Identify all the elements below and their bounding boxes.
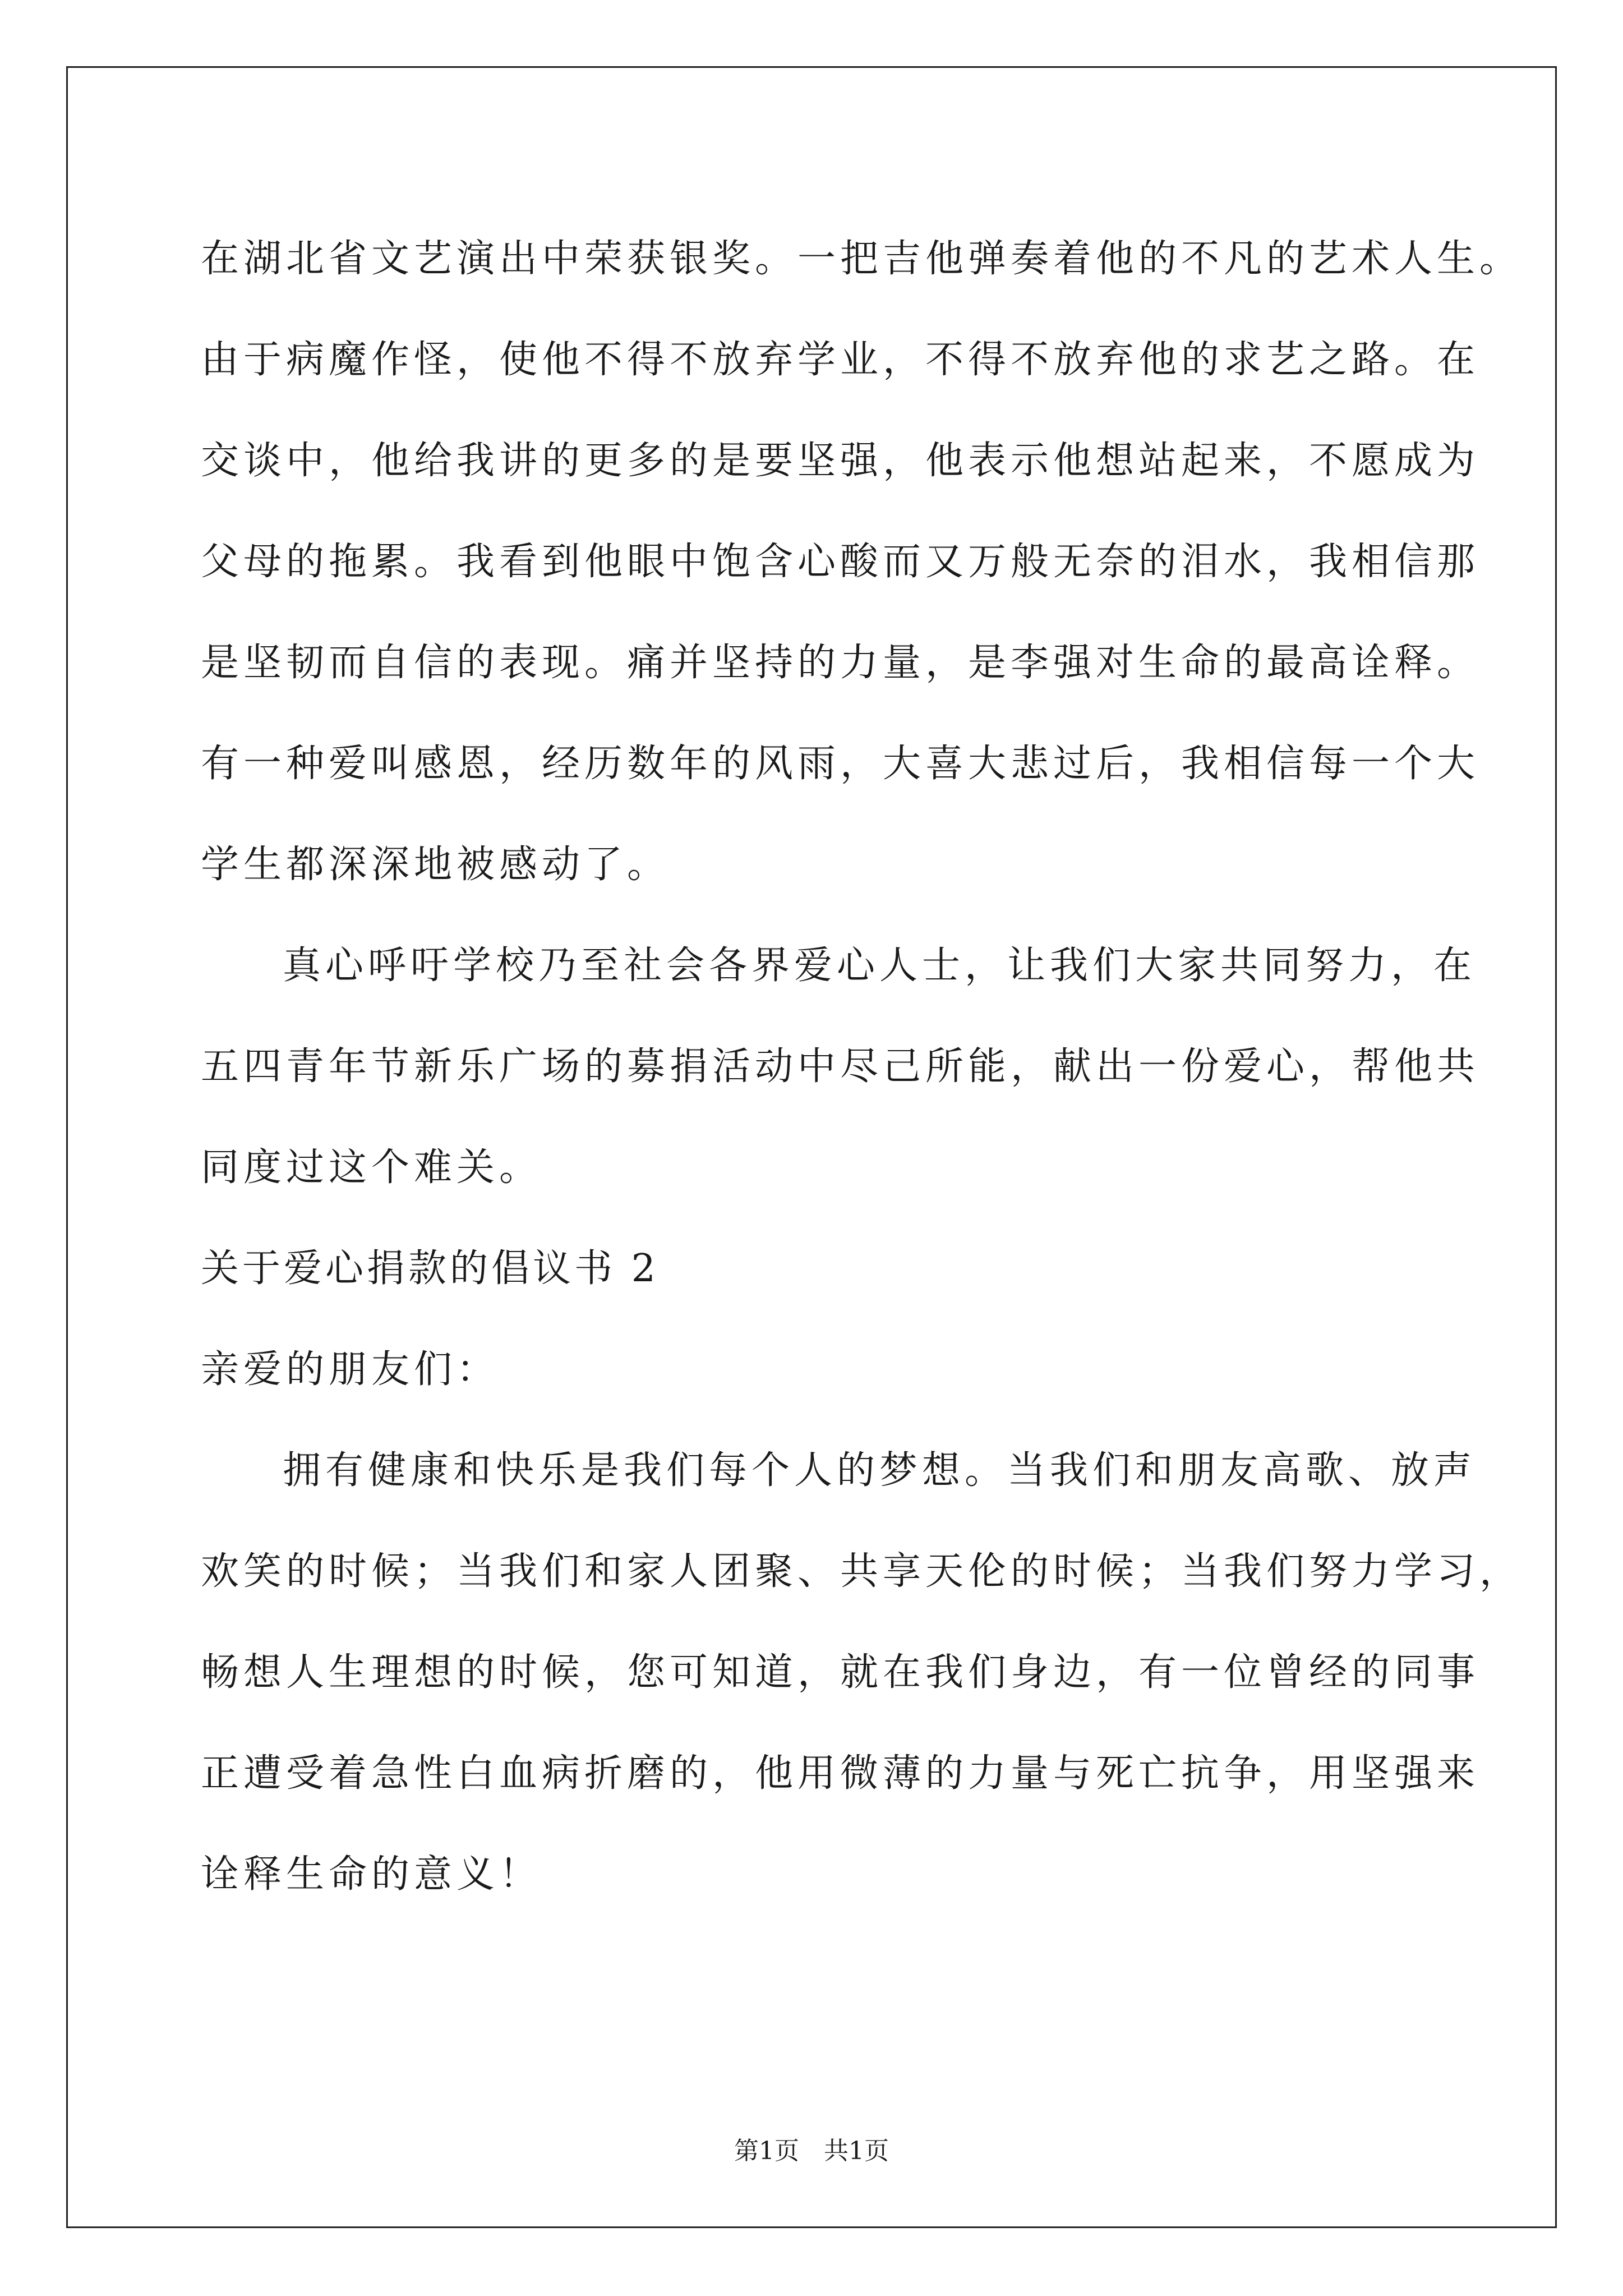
paragraph-line: 在湖北省文艺演出中荣获银奖。一把吉他弹奏着他的不凡的艺术人生。 bbox=[201, 237, 1523, 281]
paragraph-line: 是坚韧而自信的表现。痛并坚持的力量，是李强对生命的最高诠释。 bbox=[201, 641, 1480, 685]
page-footer bbox=[0, 2131, 1623, 2166]
page-total: 共1页 bbox=[824, 2137, 889, 2165]
paragraph-line: 真心呼吁学校乃至社会各界爱心人士，让我们大家共同努力，在 bbox=[283, 944, 1477, 988]
page-number: 第1页 bbox=[734, 2137, 799, 2165]
salutation: 亲爱的朋友们： bbox=[201, 1347, 500, 1392]
section-heading: 关于爱心捐款的倡议书 2 bbox=[201, 1246, 659, 1291]
paragraph-line: 交谈中，他给我讲的更多的是要坚强，他表示他想站起来，不愿成为 bbox=[201, 439, 1480, 483]
paragraph-line: 诠释生命的意义！ bbox=[201, 1852, 542, 1897]
paragraph-line: 拥有健康和快乐是我们每个人的梦想。当我们和朋友高歌、放声 bbox=[283, 1448, 1477, 1493]
paragraph-line: 父母的拖累。我看到他眼中饱含心酸而又万般无奈的泪水，我相信那 bbox=[201, 540, 1480, 584]
paragraph-line: 欢笑的时候；当我们和家人团聚、共享天伦的时候；当我们努力学习， bbox=[201, 1549, 1523, 1594]
paragraph-line: 畅想人生理想的时候，您可知道，就在我们身边，有一位曾经的同事 bbox=[201, 1650, 1480, 1695]
paragraph-line: 由于病魔作怪，使他不得不放弃学业，不得不放弃他的求艺之路。在 bbox=[201, 338, 1480, 382]
paragraph-line: 正遭受着急性白血病折磨的，他用微薄的力量与死亡抗争，用坚强来 bbox=[201, 1751, 1480, 1796]
paragraph-line: 有一种爱叫感恩，经历数年的风雨，大喜大悲过后，我相信每一个大 bbox=[201, 742, 1480, 786]
paragraph-line: 学生都深深地被感动了。 bbox=[201, 843, 670, 887]
document-body bbox=[201, 209, 1523, 1925]
paragraph-line: 五四青年节新乐广场的募捐活动中尽己所能，献出一份爱心，帮他共 bbox=[201, 1045, 1480, 1089]
paragraph-line: 同度过这个难关。 bbox=[201, 1145, 542, 1190]
